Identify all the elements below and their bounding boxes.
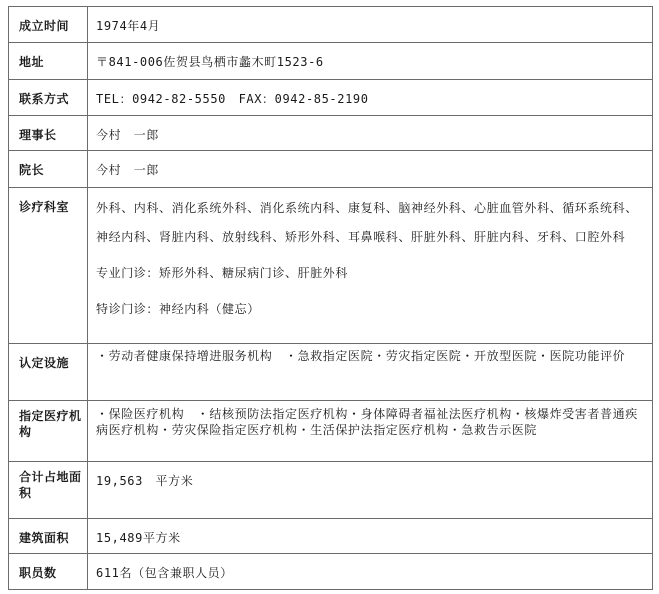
hospital-info-table: [8, 6, 653, 590]
value-building-area: 15,489平方米: [88, 519, 653, 554]
label-departments: 诊疗科室: [9, 188, 88, 344]
value-chairman: 今村 一郎: [88, 116, 653, 151]
row-site-area: [9, 462, 653, 519]
value-certified: ・劳动者健康保持增进服务机构 ・急救指定医院・劳灾指定医院・开放型医院・医院功能评价: [88, 344, 653, 401]
value-address: 〒841-006佐贺县鸟栖市蠡木町1523-6: [88, 43, 653, 80]
row-departments: [9, 188, 653, 344]
row-staff: [9, 554, 653, 590]
label-staff: 职员数: [9, 554, 88, 590]
row-chairman: [9, 116, 653, 151]
label-contact: 联系方式: [9, 80, 88, 116]
departments-specialty: 专业门诊：矫形外科、糖尿病门诊、肝脏外科: [96, 266, 349, 280]
value-contact: TEL：0942-82-5550 FAX：0942-85-2190: [88, 80, 653, 116]
label-site-area: 合计占地面积: [9, 462, 88, 519]
label-address: 地址: [9, 43, 88, 80]
value-departments: [88, 188, 653, 344]
label-established: 成立时间: [9, 7, 88, 43]
value-designated: ・保险医疗机构 ・结核预防法指定医疗机构・身体障碍者福祉法医疗机构・核爆炸受害者普通疾病医疗机构・劳灾保险指定医疗机构・生活保护法指定医疗机构・急救告示医院: [88, 401, 653, 462]
row-established: [9, 7, 653, 43]
label-certified: 认定设施: [9, 344, 88, 401]
label-designated: 指定医疗机构: [9, 401, 88, 462]
value-staff: 611名（包含兼职人员）: [88, 554, 653, 590]
label-building-area: 建筑面积: [9, 519, 88, 554]
label-director: 院长: [9, 151, 88, 188]
label-chairman: 理事长: [9, 116, 88, 151]
row-address: [9, 43, 653, 80]
row-director: [9, 151, 653, 188]
row-contact: [9, 80, 653, 116]
value-director: 今村 一郎: [88, 151, 653, 188]
row-building-area: [9, 519, 653, 554]
row-designated: [9, 401, 653, 462]
value-established: 1974年4月: [88, 7, 653, 43]
departments-list: 外科、内科、消化系统外科、消化系统内科、康复科、脑神经外科、心脏血管外科、循环系统科、神经内科、肾脏内科、放射线科、矫形外科、耳鼻喉科、肝脏外科、肝脏内科、牙科、口腔外科: [96, 201, 638, 244]
row-certified: [9, 344, 653, 401]
value-site-area: 19,563 平方米: [88, 462, 653, 519]
departments-special: 特诊门诊：神经内科（健忘）: [96, 302, 260, 316]
